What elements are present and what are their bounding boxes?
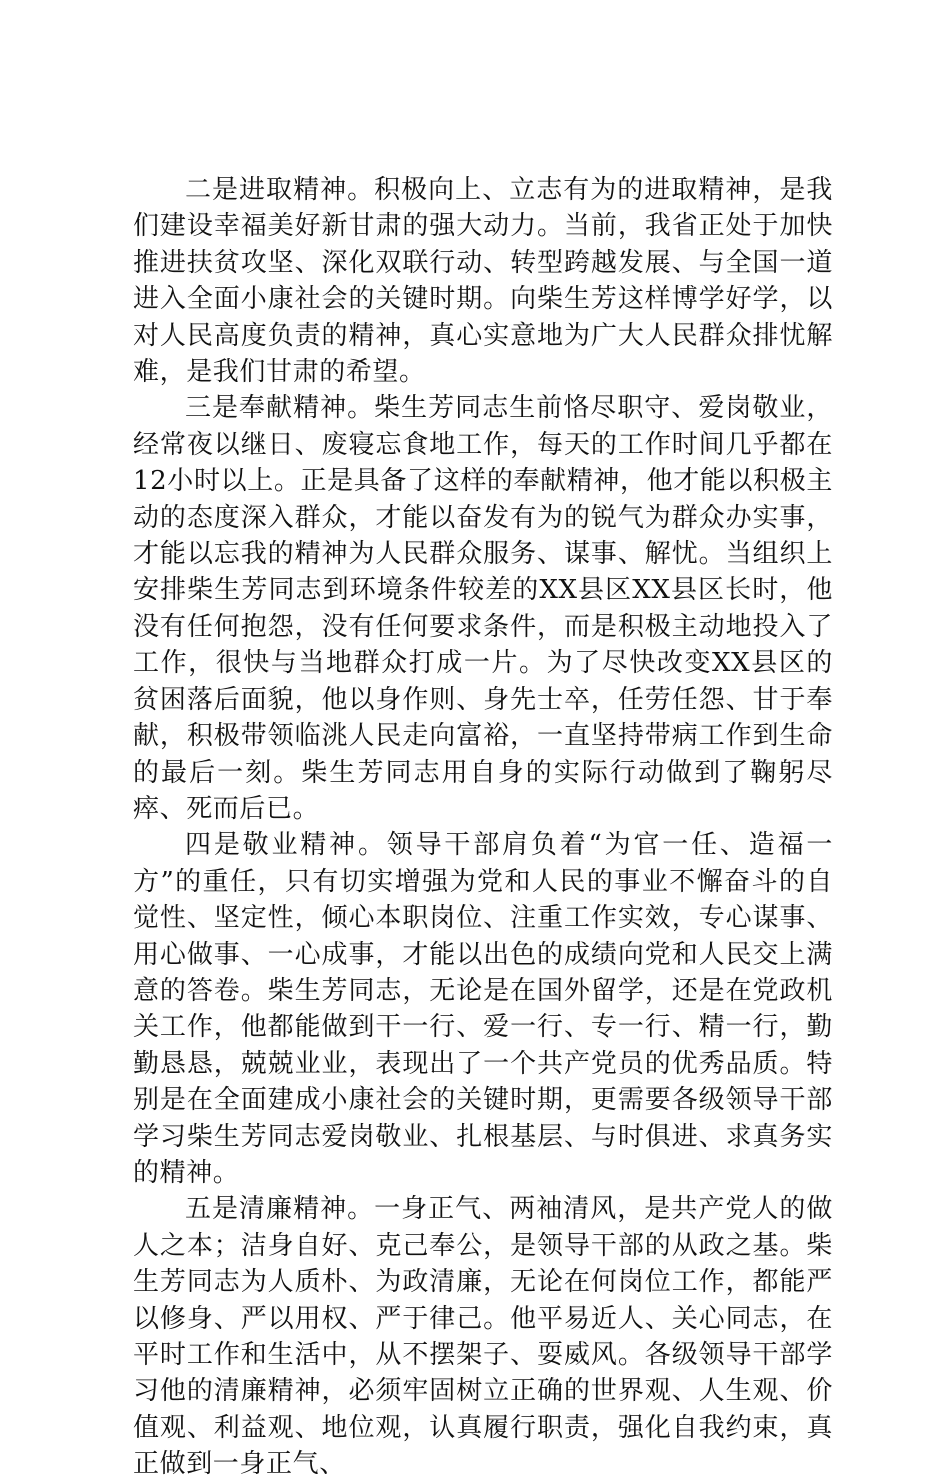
paragraph-integrity-spirit: 五是清廉精神。一身正气、两袖清风，是共产党人的做人之本；洁身自好、克己奉公，是领导干部的从政之基。柴生芳同志为人质朴、为政清廉，无论在何岗位工作，都能严以修身、严以用权、严于律己。他平易近人、关心同志，在平时工作和生活中，从不摆架子、耍威风。各级领导干部学习他的清廉精神，必须牢固树立正确的世界观、人生观、价值观、利益观、地位观，认真履行职责，强化自我约束，真正做到一身正气、: [133, 1194, 833, 1480]
paragraph-dedication-spirit: 三是奉献精神。柴生芳同志生前恪尽职守、爱岗敬业，经常夜以继日、废寝忘食地工作，每天的工作时间几乎都在12小时以上。正是具备了这样的奉献精神，他才能以积极主动的态度深入群众，才能以奋发有为的锐气为群众办实事，才能以忘我的精神为人民群众服务、谋事、解忧。当组织上安排柴生芳同志到环境条件较差的XX县区XX县区长时，他没有任何抱怨，没有任何要求条件，而是积极主动地投入了工作，很快与当地群众打成一片。为了尽快改变XX县区的贫困落后面貌，他以身作则、身先士卒，任劳任怨、甘于奉献，积极带领临洮人民走向富裕，一直坚持带病工作到生命的最后一刻。柴生芳同志用自身的实际行动做到了鞠躬尽瘁、死而后已。: [133, 393, 833, 824]
paragraph-progressive-spirit: 二是进取精神。积极向上、立志有为的进取精神，是我们建设幸福美好新甘肃的强大动力。当前，我省正处于加快推进扶贫攻坚、深化双联行动、转型跨越发展、与全国一道进入全面小康社会的关键时期。向柴生芳这样博学好学，以对人民高度负责的精神，真心实意地为广大人民群众排忧解难，是我们甘肃的希望。: [133, 175, 833, 388]
document-body: [133, 172, 833, 1483]
paragraph-professional-spirit: 四是敬业精神。领导干部肩负着“为官一任、造福一方”的重任，只有切实增强为党和人民的事业不懈奋斗的自觉性、坚定性，倾心本职岗位、注重工作实效，专心谋事、用心做事、一心成事，才能以出色的成绩向党和人民交上满意的答卷。柴生芳同志，无论是在国外留学，还是在党政机关工作，他都能做到干一行、爱一行、专一行、精一行，勤勤恳恳，兢兢业业，表现出了一个共产党员的优秀品质。特别是在全面建成小康社会的关键时期，更需要各级领导干部学习柴生芳同志爱岗敬业、扎根基层、与时俱进、求真务实的精神。: [133, 830, 833, 1188]
